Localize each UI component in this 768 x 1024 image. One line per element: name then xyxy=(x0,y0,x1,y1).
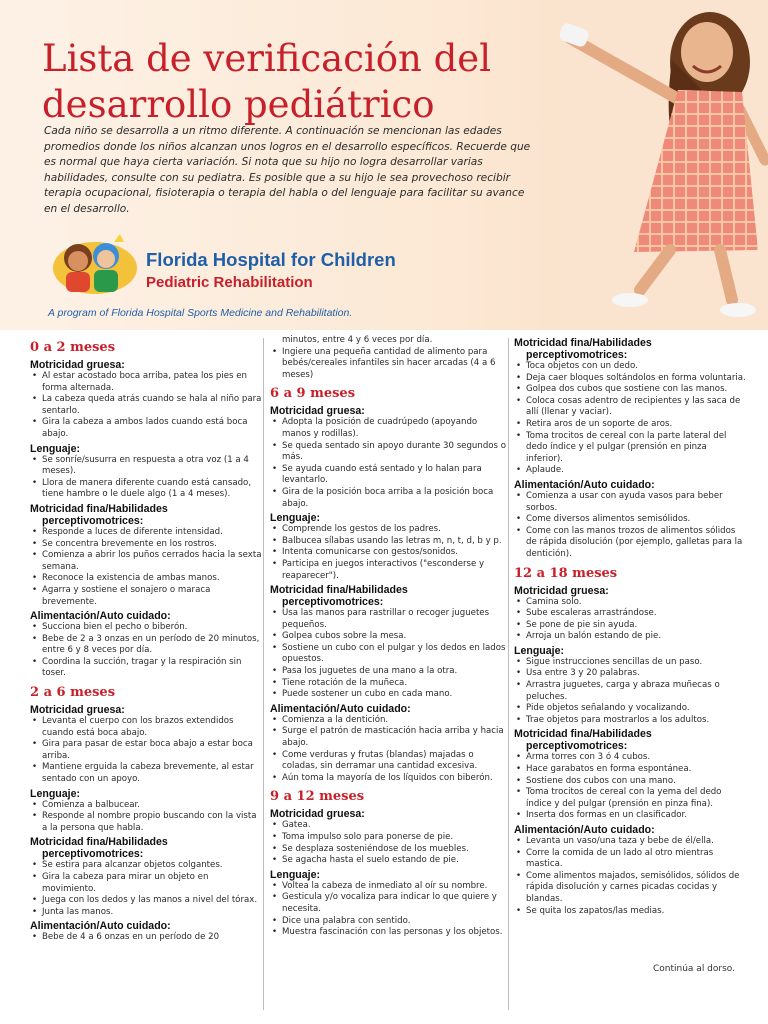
continue-note: Continúa al dorso. xyxy=(653,964,736,974)
list-item: • Come diversos alimentos semisólidos. xyxy=(514,514,746,526)
age-heading: 9 a 12 meses xyxy=(270,789,365,805)
list-item: • Se pone de pie sin ayuda. xyxy=(514,620,746,632)
list-item: • Muestra fascinación con las personas y los objetos. xyxy=(270,927,506,939)
section-heading: Alimentación/Auto cuidado: xyxy=(30,610,171,623)
list-item: • Toma impulso solo para ponerse de pie. xyxy=(270,832,506,844)
list-item: • Arrastra juguetes, carga y abraza muñecas o peluches. xyxy=(514,680,746,703)
section-heading: Alimentación/Auto cuidado: xyxy=(514,824,655,836)
item-list xyxy=(270,524,506,582)
list-item: • Se ayuda cuando está sentado y lo halan para levantarlo. xyxy=(270,464,506,487)
list-item: • Golpea dos cubos que sostiene con las manos. xyxy=(514,384,746,396)
column-divider xyxy=(263,338,264,1010)
list-item: • Retira aros de un soporte de aros. xyxy=(514,419,746,431)
list-item: • Voltea la cabeza de inmediato al oír su nombre. xyxy=(270,881,506,893)
section-heading: Lenguaje: xyxy=(30,787,81,800)
list-item: • Coloca cosas adentro de recipientes y las saca de allí (llenar y vaciar). xyxy=(514,396,746,419)
list-item: • Juega con los dedos y las manos a nivel del tórax. xyxy=(30,895,262,907)
list-item: • Gatea. xyxy=(270,820,506,832)
item-list xyxy=(270,715,506,785)
list-item: • Trae objetos para mostrarlos a los adultos. xyxy=(514,715,746,727)
item-list xyxy=(30,800,262,835)
item-list xyxy=(270,335,506,381)
list-item: • Balbucea sílabas usando las letras m, n, t, d, b y p. xyxy=(270,536,506,548)
intro-paragraph: Cada niño se desarrolla a un ritmo diferente. A continuación se mencionan las edades promedios donde los niños alcanzan unos logros en el desarrollo específicos. Recuerde que es normal que haya cierta variación. Si nota que su hijo no logra desarrollar varias habilidades, consulte con su pediatra. Es posible que a su hijo le sea provechoso recibir terapia ocupacional, fisioterapia o terapia del habla o del lenguaje para facilitar su avance en el desarrollo. xyxy=(44,125,531,215)
section-heading: Motricidad gruesa: xyxy=(270,405,365,418)
item-list xyxy=(514,361,746,477)
column-divider xyxy=(508,338,509,1010)
list-item: • Arma torres con 3 ó 4 cubos. xyxy=(514,752,746,764)
list-item: • Dice una palabra con sentido. xyxy=(270,916,506,928)
section-heading: Lenguaje: xyxy=(514,644,565,657)
section-heading: Lenguaje: xyxy=(270,868,321,881)
item-list xyxy=(270,820,506,866)
list-item: • Hace garabatos en forma espontánea. xyxy=(514,764,746,776)
girl-photo xyxy=(560,0,768,330)
list-item: • Responde a luces de diferente intensidad. xyxy=(30,527,262,539)
age-heading: 6 a 9 meses xyxy=(270,386,356,402)
item-list xyxy=(30,622,262,680)
list-item: • Al estar acostado boca arriba, patea los pies en forma alternada. xyxy=(30,371,262,394)
logo-subtitle: Pediatric Rehabilitation xyxy=(146,274,313,291)
list-item: • Usa entre 3 y 20 palabras. xyxy=(514,668,746,680)
section-heading: Alimentación/Auto cuidado: xyxy=(270,702,411,715)
page-title: Lista de verificación del desarrollo pediátrico xyxy=(42,37,492,126)
item-list xyxy=(30,455,262,501)
list-item: • Intenta comunicarse con gestos/sonidos. xyxy=(270,547,506,559)
section-heading: Motricidad fina/Habilidades perceptivomotrices: xyxy=(514,728,652,753)
list-item: • Toma trocitos de cereal con la parte lateral del dedo índice y el pulgar (prensión en pinza inferior). xyxy=(514,431,746,466)
list-item: • Bebe de 4 a 6 onzas en un período de 20 xyxy=(30,932,262,944)
list-item: • Surge el patrón de masticación hacia arriba y hacia abajo. xyxy=(270,726,506,749)
list-item: • Camina solo. xyxy=(514,597,746,609)
list-item: • Llora de manera diferente cuando está cansado, tiene hambre o le duele algo (1 a 4 meses). xyxy=(30,478,262,501)
item-list xyxy=(30,932,262,944)
item-list xyxy=(514,597,746,643)
list-item: • Aplaude. xyxy=(514,465,746,477)
list-item: • Gira la cabeza para mirar un objeto en movimiento. xyxy=(30,872,262,895)
list-item: • Deja caer bloques soltándolos en forma voluntaria. xyxy=(514,373,746,385)
list-item: • Come alimentos majados, semisólidos, sólidos de rápida disolución y carnes picadas cocidas y blandas. xyxy=(514,871,746,906)
list-item: • Pide objetos señalando y vocalizando. xyxy=(514,703,746,715)
list-item: • Bebe de 2 a 3 onzas en un período de 20 minutos, entre 6 y 8 veces por día. xyxy=(30,634,262,657)
list-item: • Sube escaleras arrastrándose. xyxy=(514,608,746,620)
list-item: • Adopta la posición de cuadrúpedo (apoyando manos y rodillas). xyxy=(270,417,506,440)
list-item: • Come con las manos trozos de alimentos sólidos de rápida disolución (por ejemplo, galletas para la dentición). xyxy=(514,526,746,561)
list-item: • Mantiene erguida la cabeza brevemente, al estar sentado con un apoyo. xyxy=(30,762,262,785)
section-heading: Lenguaje: xyxy=(30,442,81,455)
list-item: • Inserta dos formas en un clasificador. xyxy=(514,810,746,822)
list-item: • Come verduras y frutas (blandas) majadas o coladas, sin derramar una cantidad excesiva. xyxy=(270,750,506,773)
list-item: • Aún toma la mayoría de los líquidos con biberón. xyxy=(270,773,506,785)
item-list xyxy=(30,527,262,608)
list-item: • Comienza a la dentición. xyxy=(270,715,506,727)
list-item: • Levanta un vaso/una taza y bebe de él/ella. xyxy=(514,836,746,848)
list-item: • Se concentra brevemente en los rostros. xyxy=(30,539,262,551)
section-heading: Motricidad fina/Habilidades perceptivomotrices: xyxy=(270,584,408,609)
list-item: • Gira de la posición boca arriba a la posición boca abajo. xyxy=(270,487,506,510)
list-item: • Gira para pasar de estar boca abajo a estar boca arriba. xyxy=(30,739,262,762)
item-list xyxy=(270,417,506,510)
list-item: • Toca objetos con un dedo. xyxy=(514,361,746,373)
list-item: • Sostiene dos cubos con una mano. xyxy=(514,776,746,788)
list-item: • Coordina la succión, tragar y la respiración sin toser. xyxy=(30,657,262,680)
section-heading: Motricidad gruesa: xyxy=(514,584,609,597)
list-item: minutos, entre 4 y 6 veces por día. xyxy=(282,335,433,345)
section-heading: Motricidad fina/Habilidades perceptivomotrices: xyxy=(30,836,168,861)
item-list xyxy=(514,752,746,822)
item-list xyxy=(30,860,262,918)
item-list xyxy=(514,491,746,561)
list-item: • La cabeza queda atrás cuando se hala al niño para sentarlo. xyxy=(30,394,262,417)
list-item: • Se estira para alcanzar objetos colgantes. xyxy=(30,860,262,872)
list-item: • Agarra y sostiene el sonajero o maraca brevemente. xyxy=(30,585,262,608)
item-list xyxy=(270,881,506,939)
section-heading: Motricidad fina/Habilidades perceptivomotrices: xyxy=(30,502,168,527)
age-heading: 12 a 18 meses xyxy=(514,565,618,581)
list-item: • Usa las manos para rastrillar o recoger juguetes pequeños. xyxy=(270,608,506,631)
item-list xyxy=(30,716,262,786)
list-item: • Participa en juegos interactivos ("esconderse y reaparecer"). xyxy=(270,559,506,582)
list-item: • Pasa los juguetes de una mano a la otra. xyxy=(270,666,506,678)
list-item: • Tiene rotación de la muñeca. xyxy=(270,678,506,690)
list-item: • Toma trocitos de cereal con la yema del dedo índice y del pulgar (prensión en pinza fina). xyxy=(514,787,746,810)
column-2 xyxy=(270,335,506,939)
column-3 xyxy=(514,335,746,917)
list-item: • Responde al nombre propio buscando con la vista a la persona que habla. xyxy=(30,811,262,834)
list-item: • Se agacha hasta el suelo estando de pie. xyxy=(270,855,506,867)
item-list xyxy=(30,371,262,441)
list-item: • Levanta el cuerpo con los brazos extendidos cuando está boca abajo. xyxy=(30,716,262,739)
list-item: • Reconoce la existencia de ambas manos. xyxy=(30,573,262,585)
item-list xyxy=(514,836,746,917)
children-logo-icon xyxy=(50,228,140,296)
list-item: • Puede sostener un cubo en cada mano. xyxy=(270,689,506,701)
program-note: A program of Florida Hospital Sports Medicine and Rehabilitation. xyxy=(48,307,353,319)
list-item: • Junta las manos. xyxy=(30,907,262,919)
age-heading: 0 a 2 meses xyxy=(30,340,116,355)
list-item: • Ingiere una pequeña cantidad de alimento para bebés/cereales infantiles sin hacer arcadas (4 a 6 meses) xyxy=(270,347,506,382)
list-item: • Gesticula y/o vocaliza para indicar lo que quiere y necesita. xyxy=(270,892,506,915)
column-1 xyxy=(30,335,262,944)
list-item: • Sigue instrucciones sencillas de un paso. xyxy=(514,657,746,669)
section-heading: Lenguaje: xyxy=(270,512,321,525)
age-heading: 2 a 6 meses xyxy=(30,685,116,701)
list-item: • Comienza a abrir los puños cerrados hacia la sexta semana. xyxy=(30,550,262,573)
list-item: • Se sonríe/susurra en respuesta a otra voz (1 a 4 meses). xyxy=(30,455,262,478)
section-heading: Alimentación/Auto cuidado: xyxy=(30,920,171,933)
list-item: • Gira la cabeza a ambos lados cuando está boca abajo. xyxy=(30,417,262,440)
list-item: • Sostiene un cubo con el pulgar y los dedos en lados opuestos. xyxy=(270,643,506,666)
list-item: • Comienza a balbucear. xyxy=(30,800,262,812)
section-heading: Motricidad gruesa: xyxy=(270,808,365,821)
section-heading: Motricidad fina/Habilidades perceptivomotrices: xyxy=(514,337,652,361)
list-item: • Succiona bien el pecho o biberón. xyxy=(30,622,262,634)
logo-title: Florida Hospital for Children xyxy=(146,249,396,270)
list-item: • Se queda sentado sin apoyo durante 30 segundos o más. xyxy=(270,441,506,464)
list-item: • Se desplaza sosteniéndose de los muebles. xyxy=(270,844,506,856)
item-list xyxy=(514,657,746,727)
list-item: • Comienza a usar con ayuda vasos para beber sorbos. xyxy=(514,491,746,514)
section-heading: Motricidad gruesa: xyxy=(30,704,125,717)
item-list xyxy=(270,608,506,701)
list-item: • Corre la comida de un lado al otro mientras mastica. xyxy=(514,848,746,871)
list-item: • Se quita los zapatos/las medias. xyxy=(514,906,746,918)
list-item: • Comprende los gestos de los padres. xyxy=(270,524,506,536)
header-banner xyxy=(0,0,768,330)
section-heading: Alimentación/Auto cuidado: xyxy=(514,478,655,491)
list-item: • Arroja un balón estando de pie. xyxy=(514,631,746,643)
list-item: • Golpea cubos sobre la mesa. xyxy=(270,631,506,643)
section-heading: Motricidad gruesa: xyxy=(30,359,125,371)
